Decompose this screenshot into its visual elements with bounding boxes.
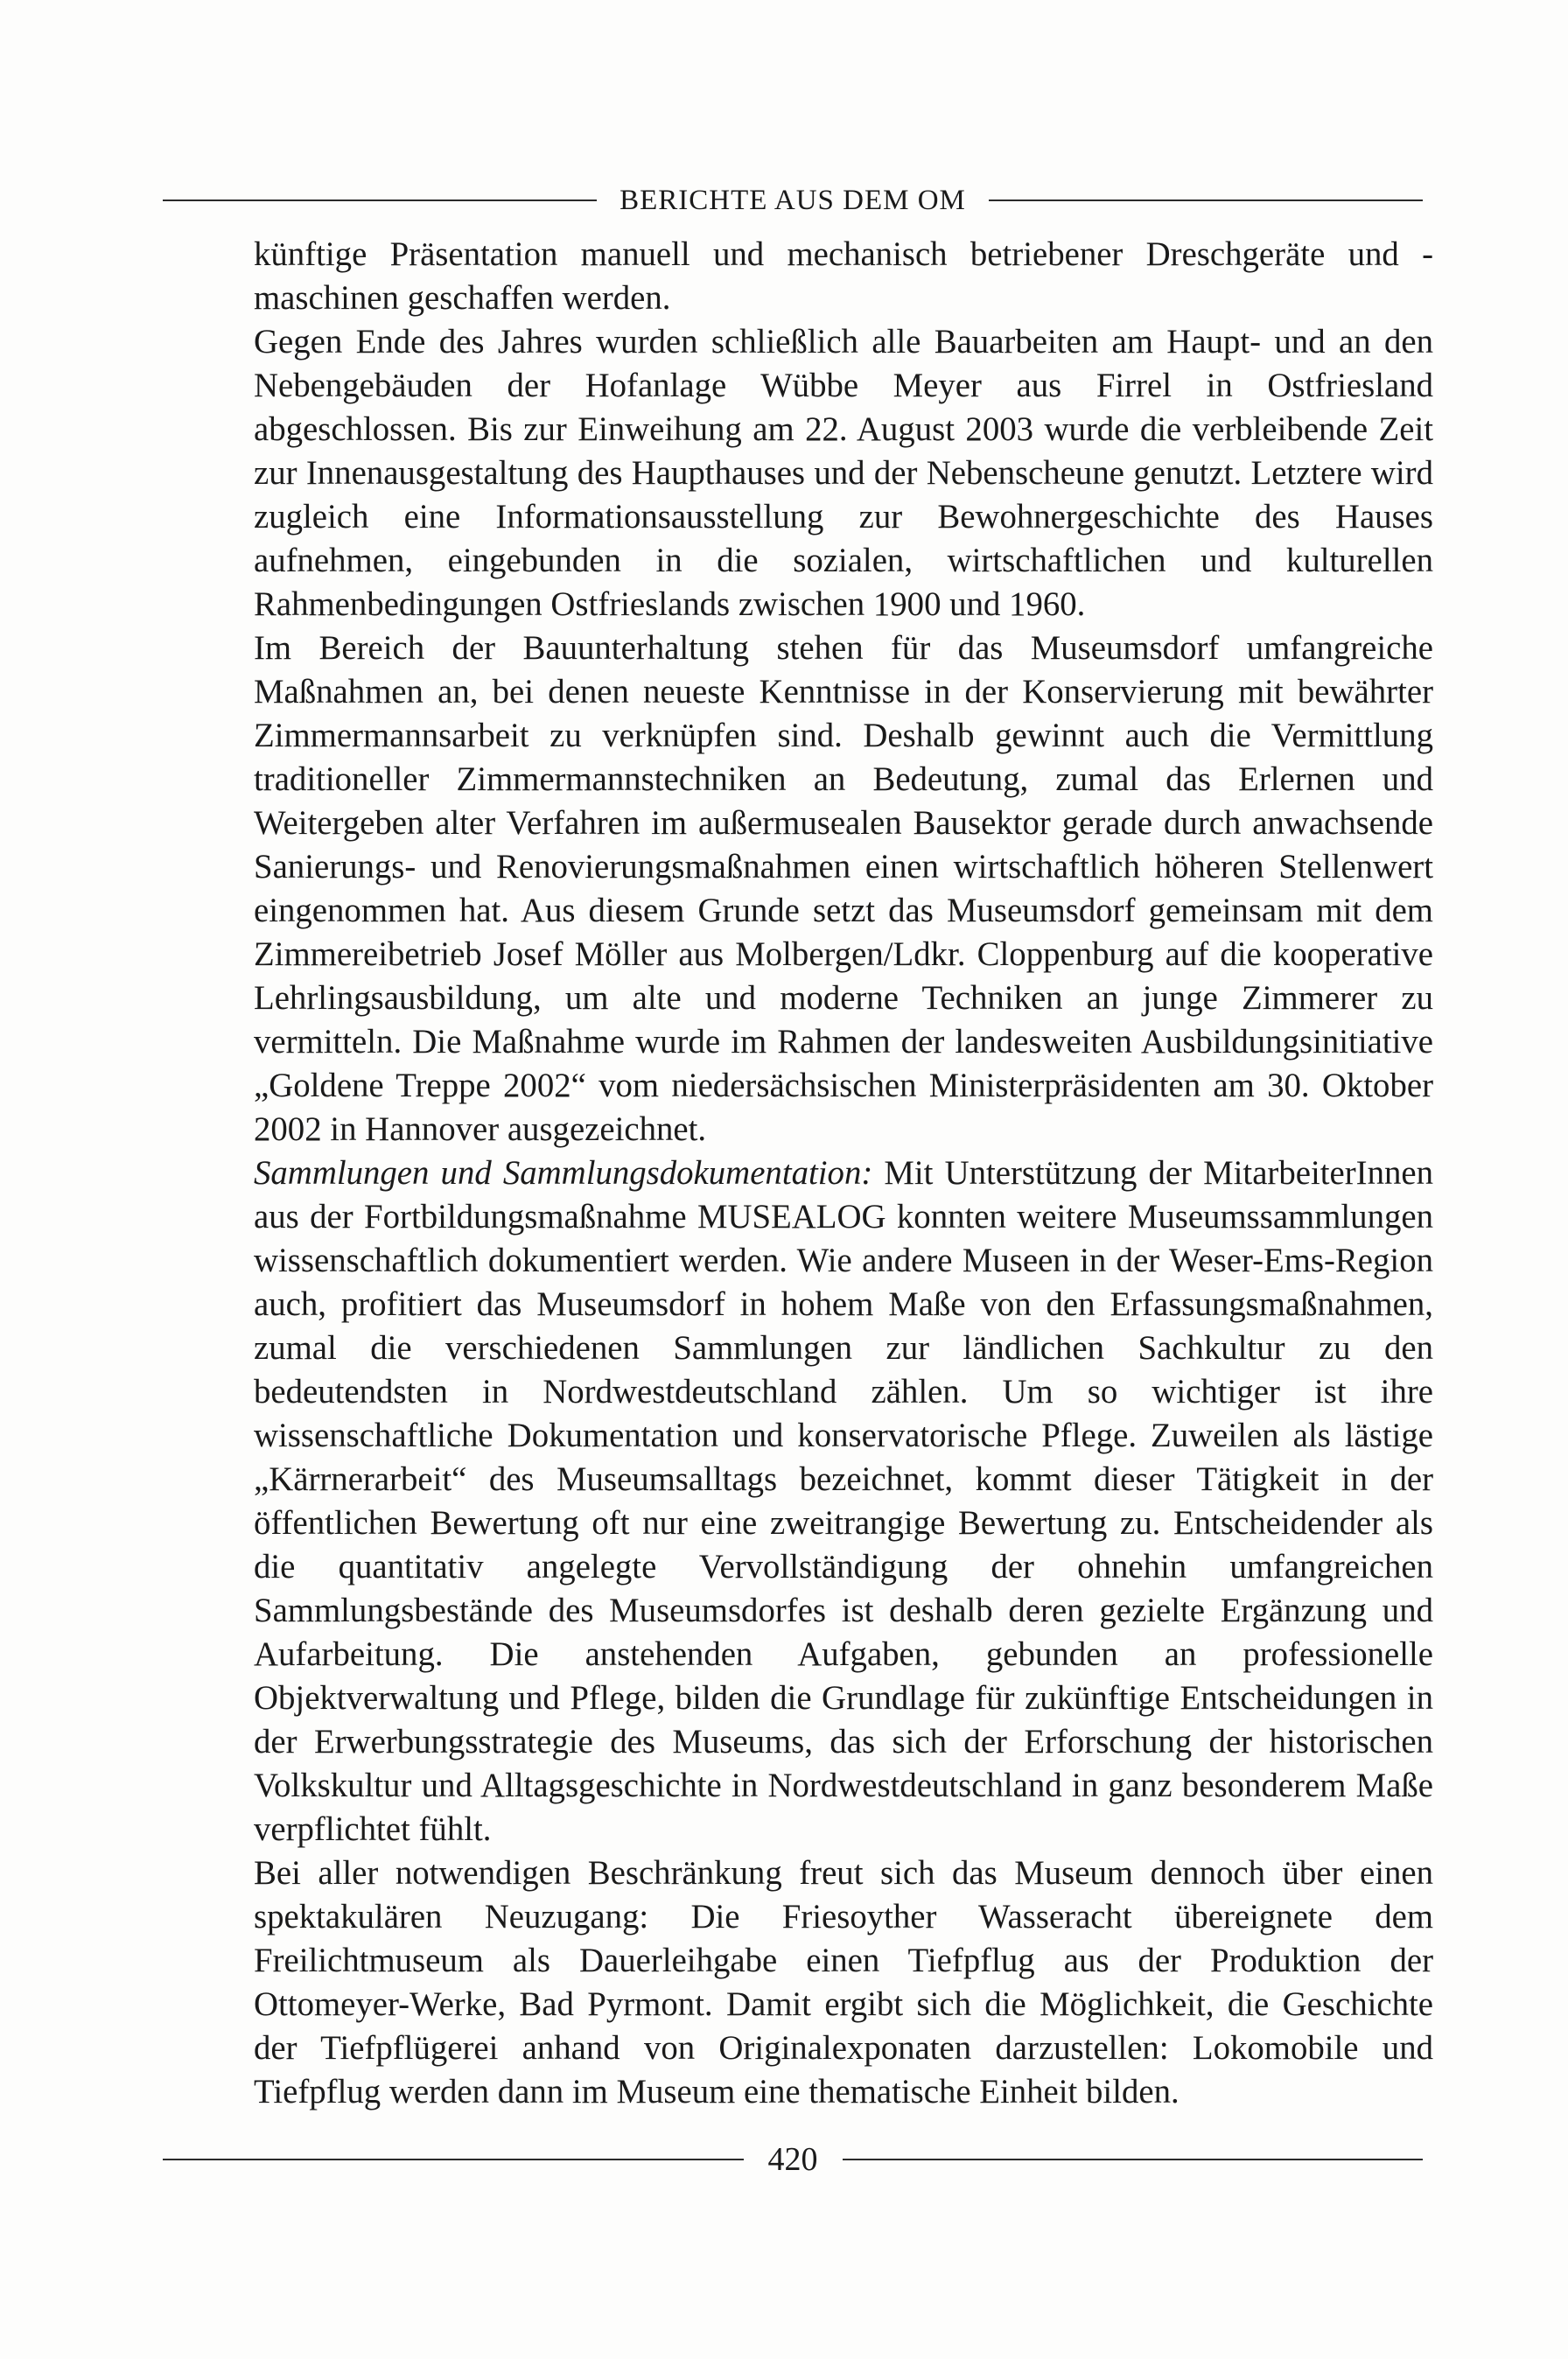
paragraph <box>254 233 1433 320</box>
paragraph-text: Gegen Ende des Jahres wurden schließlich alle Bauarbeiten am Haupt- und an den Nebengebäuden der Hofanlage Wübbe Meyer aus Firrel in Ostfriesland abgeschlossen. Bis zur Einweihung am 22. August 2003 wurde die verbleibende Zeit zur Innenausgestaltung des Haupthauses und der Nebenscheune genutzt. Letztere wird zugleich eine Informationsausstellung zur Bewohnergeschichte des Hauses aufnehmen, eingebunden in die sozialen, wirtschaftlichen und kulturellen Rahmenbedingungen Ostfrieslands zwischen 1900 und 1960. <box>254 323 1433 623</box>
paragraph <box>254 1152 1433 1852</box>
paragraph-text: Mit Unterstützung der MitarbeiterInnen aus der Fortbildungsmaßnahme MUSEALOG konnten weitere Museumssammlungen wissenschaftlich dokumentiert werden. Wie andere Museen in der Weser-Ems-Region auch, profitiert das Museumsdorf in hohem Maße von den Erfassungsmaßnahmen, zumal die verschiedenen Sammlungen zur ländlichen Sachkultur zu den bedeutendsten in Nordwestdeutschland zählen. Um so wichtiger ist ihre wissenschaftliche Dokumentation und konservatorische Pflege. Zuweilen als lästige „Kärrnerarbeit“ des Museumsalltags bezeichnet, kommt dieser Tätigkeit in der öffentlichen Bewertung oft nur eine zweitrangige Bewertung zu. Entscheidender als die quantitativ angelegte Vervollständigung der ohnehin umfangreichen Sammlungsbestände des Museumsdorfes ist deshalb deren gezielte Ergänzung und Aufarbeitung. Die anstehenden Aufgaben, gebunden an professionelle Objektverwaltung und Pflege, bilden die Grundlage für zukünftige Entscheidungen in der Erwerbungsstrategie des Museums, das sich der Erforschung der historischen Volkskultur und Alltagsgeschichte in Nordwestdeutschland in ganz besonderem Maße verpflichtet fühlt. <box>254 1154 1433 1848</box>
header-rule-right <box>989 200 1423 201</box>
paragraph <box>254 320 1433 626</box>
paragraph-text: Bei aller notwendigen Beschränkung freut sich das Museum dennoch über einen spektakulären Neuzugang: Die Friesoyther Wasseracht übereignete dem Freilichtmuseum als Dauerleihgabe einen Tiefpflug aus der Produktion der Ottomeyer-Werke, Bad Pyrmont. Damit ergibt sich die Möglichkeit, die Geschichte der Tiefpflügerei anhand von Originalexponaten darzustellen: Lokomobile und Tiefpflug werden dann im Museum eine thematische Einheit bilden. <box>254 1854 1433 2110</box>
paragraph-text: künftige Präsentation manuell und mechanisch betriebener Dreschgeräte und -maschinen geschaffen werden. <box>254 235 1433 317</box>
footer-rule-right <box>843 2159 1424 2160</box>
paragraph-text: Im Bereich der Bauunterhaltung stehen für das Museumsdorf umfangreiche Maßnahmen an, bei denen neueste Kenntnisse in der Konservierung mit bewährter Zimmermannsarbeit zu verknüpfen sind. Deshalb gewinnt auch die Vermittlung traditioneller Zimmermannstechniken an Bedeutung, zumal das Erlernen und Weitergeben alter Verfahren im außermusealen Bausektor gerade durch anwachsende Sanierungs- und Renovierungsmaßnahmen einen wirtschaftlich höheren Stellenwert eingenommen hat. Aus diesem Grunde setzt das Museumsdorf gemeinsam mit dem Zimmereibetrieb Josef Möller aus Molbergen/Ldkr. Cloppenburg auf die kooperative Lehrlingsausbildung, um alte und moderne Techniken an junge Zimmerer zu vermitteln. Die Maßnahme wurde im Rahmen der landesweiten Ausbildungsinitiative „Goldene Treppe 2002“ vom niedersächsischen Ministerpräsidenten am 30. Oktober 2002 in Hannover ausgezeichnet. <box>254 629 1433 1148</box>
page-number: 420 <box>767 2141 818 2178</box>
header-rule-left <box>163 200 597 201</box>
running-header-title: BERICHTE AUS DEM OM <box>620 184 966 216</box>
paragraph <box>254 626 1433 1152</box>
page-footer <box>163 2135 1423 2184</box>
paragraph <box>254 1852 1433 2114</box>
body-text <box>254 233 1433 2114</box>
running-header <box>163 178 1423 222</box>
footer-rule-left <box>163 2159 744 2160</box>
section-lead-heading: Sammlungen und Sammlungsdokumentation: <box>254 1154 873 1192</box>
